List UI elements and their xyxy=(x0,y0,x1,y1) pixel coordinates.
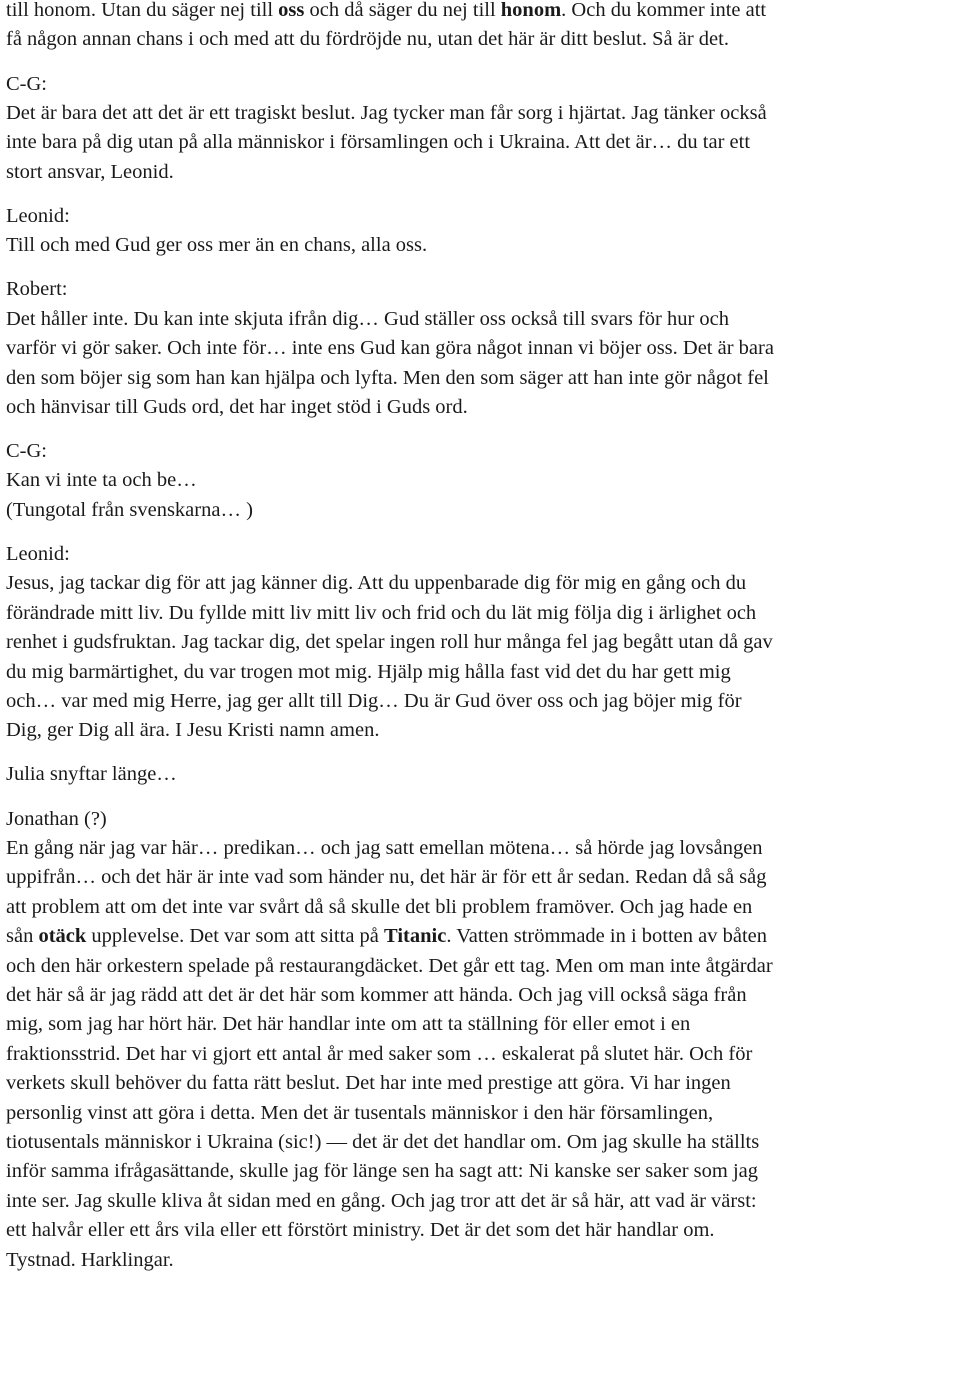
paragraph-jonathan xyxy=(6,805,953,1276)
speaker-label: C-G: xyxy=(6,440,47,463)
text-line: (Tungotal från svenskarna… ) xyxy=(6,498,253,521)
text-line: och… var med mig Herre, jag ger allt till Dig… Du är Gud över oss och jag böjer mig för xyxy=(6,689,742,712)
text-segment: . Och du kommer inte att xyxy=(561,0,767,21)
speaker-label: Leonid: xyxy=(6,204,70,227)
speaker-label: C-G: xyxy=(6,72,47,95)
text-line: sån otäck upplevelse. Det var som att sitta på Titanic. Vatten strömmade in i botten av båten xyxy=(6,925,768,948)
text-line: ett halvår eller ett års vila eller ett förstört ministry. Det är det som det här handlar om. xyxy=(6,1219,715,1242)
paragraph-intro xyxy=(6,0,953,55)
text-line: stort ansvar, Leonid. xyxy=(6,160,174,183)
text-line: inte ser. Jag skulle kliva åt sidan med en gång. Och jag tror att det är så här, att vad är värst: xyxy=(6,1189,757,1212)
text-line: uppifrån… och det här är inte vad som händer nu, det här är för ett år sedan. Redan då så såg xyxy=(6,866,767,889)
emphasis-otack: otäck xyxy=(38,925,87,948)
paragraph-cg-2 xyxy=(6,437,953,525)
speaker-label: Leonid: xyxy=(6,542,70,565)
text-line: En gång när jag var här… predikan… och jag satt emellan mötena… så hörde jag lovsången xyxy=(6,836,763,859)
paragraph-cg-1 xyxy=(6,70,953,188)
text-line: Tystnad. Harklingar. xyxy=(6,1248,174,1271)
emphasis-titanic: Titanic xyxy=(384,925,447,948)
text-line: förändrade mitt liv. Du fyllde mitt liv mitt liv och frid och du lät mig följa dig i ärlighet och xyxy=(6,601,757,624)
text-line: det här så är jag rädd att det är det här som kommer att hända. Och jag vill också säga från xyxy=(6,984,747,1006)
speaker-label: Robert: xyxy=(6,278,68,301)
text-line xyxy=(6,25,953,54)
text-line: fraktionsstrid. Det har vi gjort ett antal år med saker som … eskalerat på slutet här. Och för xyxy=(6,1042,753,1065)
text-line: renhet i gudsfruktan. Jag tackar dig, det spelar ingen roll hur många fel jag begått utan då gav xyxy=(6,631,773,654)
text-line: inte bara på dig utan på alla människor i församlingen och i Ukraina. Att det är… du tar ett xyxy=(6,131,751,154)
text-line: Julia snyftar länge… xyxy=(6,763,177,786)
text-line: Det håller inte. Du kan inte skjuta ifrån dig… Gud ställer oss också till svars för hur och xyxy=(6,307,730,330)
text-line: och den här orkestern spelade på restaurangdäcket. Det går ett tag. Men om man inte åtgärdar xyxy=(6,954,773,977)
text-line: verkets skull behöver du fatta rätt beslut. Det har inte med prestige att göra. Vi har ingen xyxy=(6,1072,731,1095)
text-line: den som böjer sig som han kan hjälpa och lyfta. Men den som säger att han inte gör något fel xyxy=(6,366,769,389)
text-line: varför vi gör saker. Och inte för… inte ens Gud kan göra något innan vi böjer oss. Det är bara xyxy=(6,337,774,360)
paragraph-leonid-1 xyxy=(6,202,953,261)
text-line: Till och med Gud ger oss mer än en chans, alla oss. xyxy=(6,234,428,257)
text-segment: och då säger du nej till xyxy=(304,0,501,21)
paragraph-robert xyxy=(6,275,953,422)
text-segment: till honom. Utan du säger nej till xyxy=(6,0,279,21)
paragraph-stage-direction xyxy=(6,760,953,789)
speaker-label: Jonathan (?) xyxy=(6,807,107,830)
text-line: inför samma ifrågasättande, skulle jag för länge sen ha sagt att: Ni kanske ser saker som jag xyxy=(6,1160,758,1183)
text-line: personlig vinst att göra i detta. Men det är tusentals människor i den här församlingen, xyxy=(6,1101,714,1124)
text-line: du mig barmärtighet, du var trogen mot mig. Hjälp mig hålla fast vid det du har gett mig xyxy=(6,660,731,683)
text-line: att problem att om det inte var svårt då så skulle det bli problem framöver. Och jag hade en xyxy=(6,895,753,918)
text-line: Jesus, jag tackar dig för att jag känner dig. Att du uppenbarade dig för mig en gång och du xyxy=(6,572,747,595)
paragraph-leonid-2 xyxy=(6,540,953,746)
text-line: Det är bara det att det är ett tragiskt beslut. Jag tycker man får sorg i hjärtat. Jag tänker också xyxy=(6,101,767,124)
text-line: tiotusentals människor i Ukraina (sic!) — det är det det handlar om. Om jag skulle ha ställts xyxy=(6,1131,760,1154)
emphasis-oss: oss xyxy=(278,0,305,21)
text-line xyxy=(6,0,953,25)
text-line: och hänvisar till Guds ord, det har inget stöd i Guds ord. xyxy=(6,395,468,418)
emphasis-honom: honom xyxy=(500,0,562,21)
text-line: Kan vi inte ta och be… xyxy=(6,469,197,492)
text-line: mig, som jag har hört här. Det här handlar inte om att ta ställning för eller emot i en xyxy=(6,1013,691,1036)
text-segment: få någon annan chans i och med att du fördröjde nu, utan det här är ditt beslut. Så är det. xyxy=(6,28,729,51)
text-line: Dig, ger Dig all ära. I Jesu Kristi namn amen. xyxy=(6,719,380,742)
